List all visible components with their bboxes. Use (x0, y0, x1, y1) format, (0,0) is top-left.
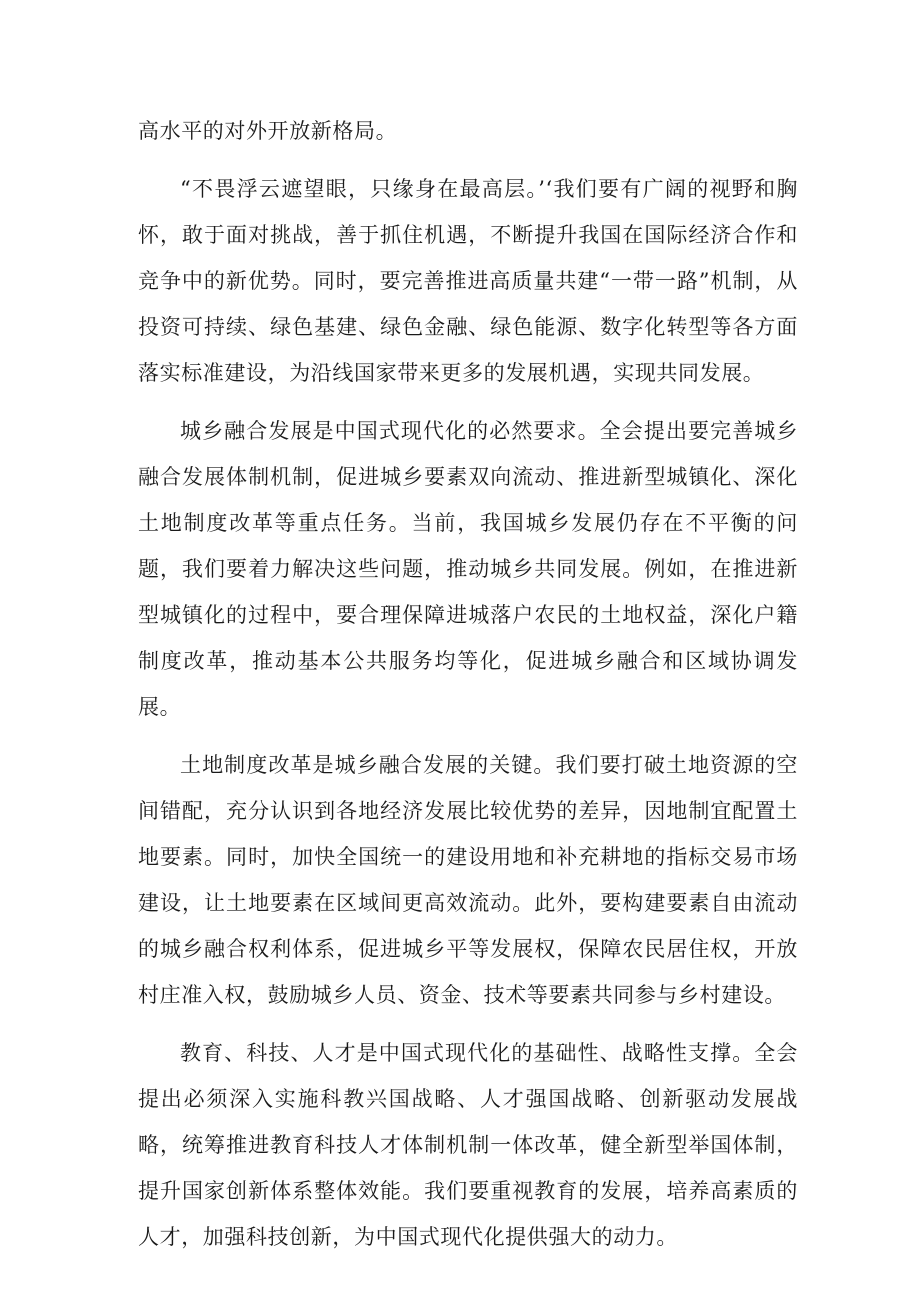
paragraph-3: 城乡融合发展是中国式现代化的必然要求。全会提出要完善城乡融合发展体制机制，促进城乡要素双向流动、推进新型城镇化、深化土地制度改革等重点任务。当前，我国城乡发展仍存在不平衡的问题，我们要着力解决这些问题，推动城乡共同发展。例如，在推进新型城镇化的过程中，要合理保障进城落户农民的土地权益，深化户籍制度改革，推动基本公共服务均等化，促进城乡融合和区域协调发展。 (138, 419, 798, 719)
paragraph-1: 高水平的对外开放新格局。 (138, 119, 398, 143)
document-body (138, 108, 798, 1272)
paragraph-2: “不畏浮云遮望眼，只缘身在最高层。’‘我们要有广阔的视野和胸怀，敢于面对挑战，善于抓住机遇，不断提升我国在国际经济合作和竞争中的新优势。同时，要完善推进高质量共建“一带一路”机制，从投资可持续、绿色基建、绿色金融、绿色能源、数字化转型等各方面落实标准建设，为沿线国家带来更多的发展机遇，实现共同发展。 (138, 177, 798, 385)
paragraph-5: 教育、科技、人才是中国式现代化的基础性、战略性支撑。全会提出必须深入实施科教兴国战略、人才强国战略、创新驱动发展战略，统筹推进教育科技人才体制机制一体改革，健全新型举国体制，提升国家创新体系整体效能。我们要重视教育的发展，培养高素质的人才，加强科技创新，为中国式现代化提供强大的动力。 (138, 1041, 798, 1249)
paragraph-4: 土地制度改革是城乡融合发展的关键。我们要打破土地资源的空间错配，充分认识到各地经济发展比较优势的差异，因地制宜配置土地要素。同时，加快全国统一的建设用地和补充耕地的指标交易市场建设，让土地要素在区域间更高效流动。此外，要构建要素自由流动的城乡融合权利体系，促进城乡平等发展权，保障农民居住权，开放村庄准入权，鼓励城乡人员、资金、技术等要素共同参与乡村建设。 (138, 753, 798, 1007)
